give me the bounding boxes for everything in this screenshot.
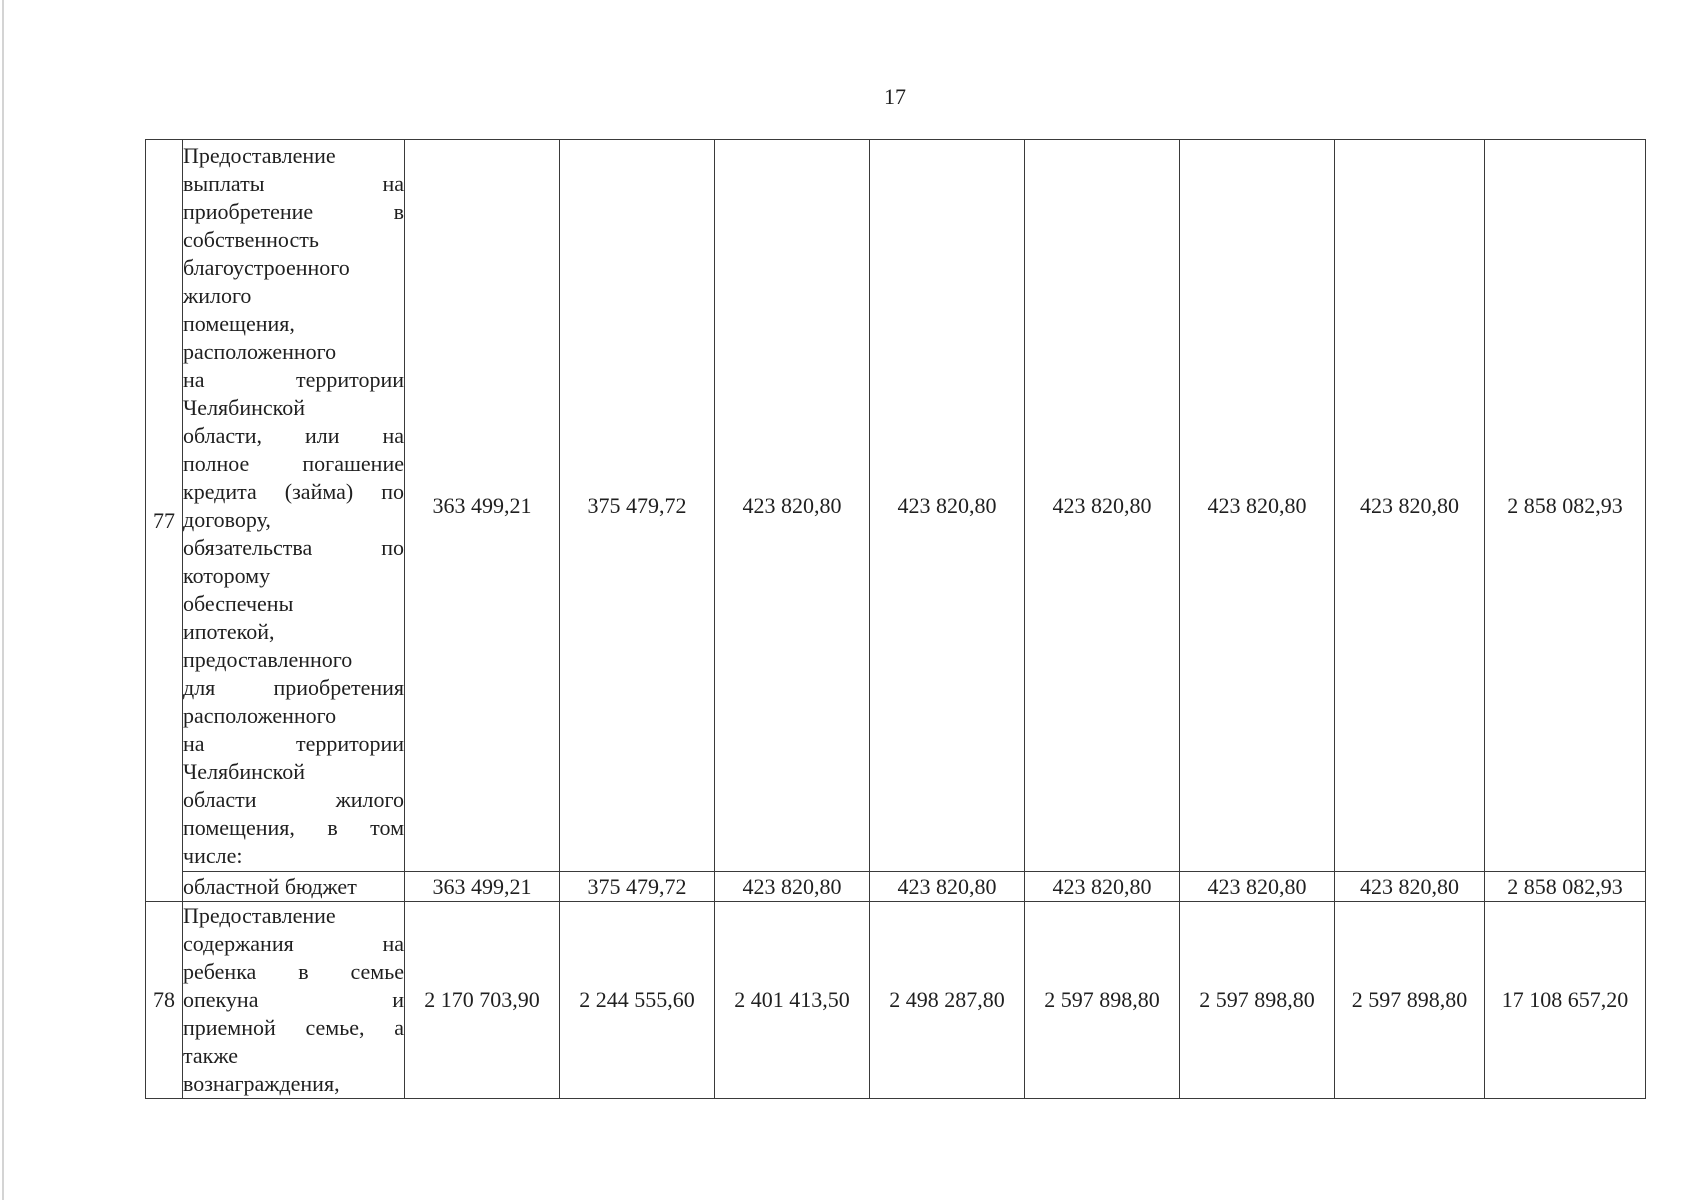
description-line: которому: [183, 562, 271, 588]
description-line: благоустроенного: [183, 254, 350, 280]
description-line: Челябинской: [183, 758, 306, 784]
value-cell: 423 820,80: [870, 872, 1025, 902]
description-line: расположенного: [183, 702, 337, 728]
table-row-77-regional-budget: [146, 872, 1646, 902]
description-line: области, или на: [183, 422, 404, 448]
value-cell: 2 597 898,80: [1335, 902, 1485, 1099]
description-line: числе:: [183, 842, 243, 868]
value-cell: 423 820,80: [715, 140, 870, 872]
description-line: жилого: [183, 282, 252, 308]
description-line: приемной семье, а: [183, 1015, 404, 1040]
total-cell: 2 858 082,93: [1485, 872, 1646, 902]
scan-edge: [2, 0, 4, 1200]
total-cell: 17 108 657,20: [1485, 902, 1646, 1099]
value-cell: 423 820,80: [870, 140, 1025, 872]
row-index: 77: [146, 140, 183, 902]
description-line: Предоставление: [183, 142, 336, 168]
description-line: полное погашение: [183, 450, 404, 476]
table-row-77: [146, 140, 1646, 872]
description-line: кредита (займа) по: [183, 478, 404, 504]
value-cell: 2 498 287,80: [870, 902, 1025, 1099]
value-cell: 2 401 413,50: [715, 902, 870, 1099]
value-cell: 423 820,80: [1180, 140, 1335, 872]
description-line: обязательства по: [183, 534, 404, 560]
description-line: на территории: [183, 730, 404, 756]
description-line: вознаграждения,: [183, 1071, 340, 1096]
description-line: содержания на: [183, 931, 404, 956]
description-line: обеспечены: [183, 590, 294, 616]
value-cell: 375 479,72: [560, 872, 715, 902]
value-cell: 423 820,80: [1025, 140, 1180, 872]
description-line: расположенного: [183, 338, 337, 364]
description-line: помещения, в том: [183, 814, 404, 840]
value-cell: 2 597 898,80: [1180, 902, 1335, 1099]
description-line: ребенка в семье: [183, 959, 404, 984]
description-line: предоставленного: [183, 646, 353, 672]
description-line: собственность: [183, 226, 319, 252]
row-description: [183, 902, 405, 1099]
description-line: выплаты на: [183, 170, 404, 196]
description-line: для приобретения: [183, 674, 404, 700]
description-line: также: [183, 1043, 239, 1068]
description-line: приобретение в: [183, 198, 404, 224]
budget-table: [145, 139, 1646, 1099]
value-cell: 423 820,80: [1025, 872, 1180, 902]
description-line: на территории: [183, 366, 404, 392]
description-line: ипотекой,: [183, 618, 275, 644]
description-line: области жилого: [183, 786, 404, 812]
value-cell: 423 820,80: [1180, 872, 1335, 902]
value-cell: 423 820,80: [715, 872, 870, 902]
value-cell: 423 820,80: [1335, 140, 1485, 872]
page-number: 17: [884, 84, 906, 109]
row-description: [183, 140, 405, 872]
value-cell: 375 479,72: [560, 140, 715, 872]
total-cell: 2 858 082,93: [1485, 140, 1646, 872]
description-line: опекуна и: [183, 987, 404, 1012]
value-cell: 423 820,80: [1335, 872, 1485, 902]
table-row-78: [146, 902, 1646, 1099]
value-cell: 2 244 555,60: [560, 902, 715, 1099]
description-line: Челябинской: [183, 394, 306, 420]
description-line: помещения,: [183, 310, 295, 336]
subrow-label: областной бюджет: [183, 872, 405, 902]
row-index: 78: [146, 902, 183, 1099]
description-line: договору,: [183, 506, 271, 532]
value-cell: 363 499,21: [405, 872, 560, 902]
value-cell: 2 597 898,80: [1025, 902, 1180, 1099]
description-line: Предоставление: [183, 903, 336, 928]
value-cell: 2 170 703,90: [405, 902, 560, 1099]
value-cell: 363 499,21: [405, 140, 560, 872]
